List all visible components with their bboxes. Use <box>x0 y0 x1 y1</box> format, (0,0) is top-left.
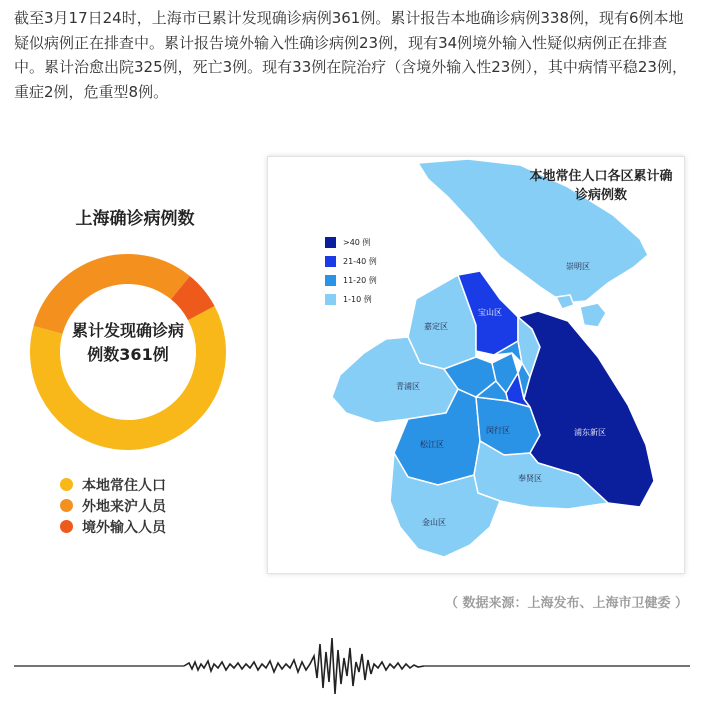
legend-dot-imported <box>60 520 73 533</box>
region-label-jinshan: 金山区 <box>422 518 446 527</box>
donut-chart <box>28 252 228 452</box>
region-label-minhang: 闵行区 <box>486 426 510 435</box>
map-legend-swatch-over40 <box>325 237 336 248</box>
map-legend-swatch-11-20 <box>325 275 336 286</box>
map-legend-swatch-1-10 <box>325 294 336 305</box>
map-legend-label-over40: >40 例 <box>343 238 371 247</box>
donut-center-label: 累计发现确诊病例数361例 <box>71 321 184 364</box>
waveform-trace <box>184 638 424 694</box>
legend-label-nonlocal: 外地来沪人员 <box>82 498 166 515</box>
map-legend-label-1-10: 1-10 例 <box>343 295 372 304</box>
legend-item-imported <box>60 516 166 537</box>
map-svg <box>268 157 684 573</box>
district-map <box>267 156 685 574</box>
region-label-pudong: 浦东新区 <box>574 428 606 437</box>
donut-legend <box>60 474 166 537</box>
region-label-songjiang: 松江区 <box>420 440 444 449</box>
region-label-baoshan: 宝山区 <box>478 308 502 317</box>
region-label-qingpu: 青浦区 <box>396 382 420 391</box>
intro-paragraph: 截至3月17日24时，上海市已累计发现确诊病例361例。累计报告本地确诊病例338例，现有6例本地疑似病例正在排查中。累计报告境外输入性确诊病例23例，现有34例境外输入性疑似病例正在排查中。累计治愈出院325例，死亡3例。现有33例在院治疗（含境外输入性23例），其中病情平稳23例，重症2例，危重型8例。 <box>14 9 687 101</box>
legend-dot-local <box>60 478 73 491</box>
region-label-chongming: 崇明区 <box>566 262 590 271</box>
map-legend-item-11-20 <box>325 271 377 290</box>
map-legend-swatch-21-40 <box>325 256 336 267</box>
map-legend <box>325 233 377 309</box>
map-title: 本地常住人口各区累计确诊病例数 <box>529 169 673 203</box>
legend-item-nonlocal <box>60 495 166 516</box>
legend-label-imported: 境外输入人员 <box>82 519 166 536</box>
legend-label-local: 本地常住人口 <box>82 477 166 494</box>
donut-chart-title: 上海确诊病例数 <box>75 209 195 229</box>
region-changxing-island <box>580 303 606 327</box>
waveform-divider <box>14 628 690 700</box>
source-note: （ 数据来源：上海发布、上海市卫健委 ） <box>444 596 688 611</box>
map-legend-item-21-40 <box>325 252 377 271</box>
map-legend-item-over40 <box>325 233 377 252</box>
legend-dot-nonlocal <box>60 499 73 512</box>
map-legend-label-21-40: 21-40 例 <box>343 257 377 266</box>
region-hengsha-island <box>556 295 574 309</box>
legend-item-local <box>60 474 166 495</box>
region-label-jiading: 嘉定区 <box>424 322 448 331</box>
map-legend-label-11-20: 11-20 例 <box>343 276 377 285</box>
map-legend-item-1-10 <box>325 290 377 309</box>
region-label-fengxian: 奉贤区 <box>518 474 542 483</box>
